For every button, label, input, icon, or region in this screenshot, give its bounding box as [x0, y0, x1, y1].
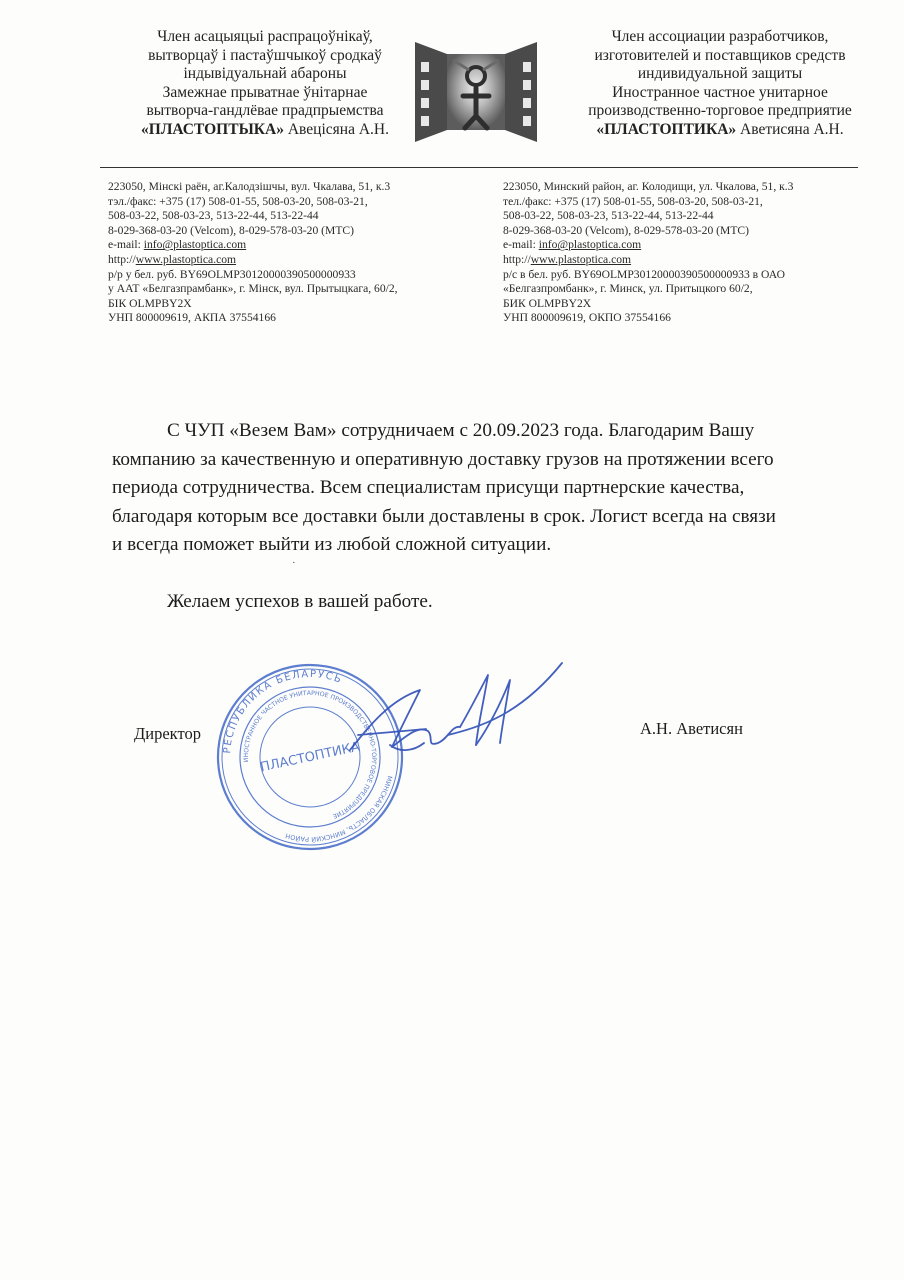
email-label: e-mail: — [108, 238, 144, 252]
phone: 508-03-22, 508-03-23, 513-22-44, 513-22-44 — [503, 209, 714, 223]
email-link[interactable]: info@plastoptica.com — [143, 238, 247, 252]
header-right-company — [540, 121, 900, 140]
address: 223050, Мінскі раён, аг.Калодзішчы, вул. Чкалава, 51, к.3 — [108, 180, 391, 193]
website-link[interactable]: www.plastoptica.com — [135, 252, 237, 266]
bank-bik: БИК OLMPBY2X — [503, 296, 592, 310]
header-left-belarusian — [100, 28, 430, 139]
body-paragraph — [112, 417, 852, 560]
mobile-phone: 8-029-368-03-20 (Velcom), 8-029-578-03-20 (МТС) — [108, 223, 354, 237]
contacts-left — [108, 180, 488, 326]
email-label: e-mail: — [503, 238, 539, 252]
header-left-line: Член асацыяцыі распрацоўнікаў, — [157, 28, 373, 45]
email-row — [108, 238, 488, 253]
closing-line: Желаем успехов в вашей работе. — [167, 591, 433, 612]
header-right-line: изготовителей и поставщиков средств — [594, 46, 846, 64]
address: 223050, Минский район, аг. Колодищи, ул. Чкалова, 51, к.3 — [503, 180, 794, 193]
stamp-bottom-text: МИНСКАЯ ОБЛАСТЬ, МИНСКИЙ РАЙОН — [284, 774, 394, 844]
bank-bik: БІК OLMPBY2X — [108, 296, 192, 310]
company-owner: Авецісяна А.Н. — [283, 120, 389, 138]
bank-account: р/р у бел. руб. BY69OLMP30120000390500000933 — [108, 267, 356, 281]
tax-id: УНП 800009619, ОКПО 37554166 — [503, 311, 671, 325]
company-name: «ПЛАСТОПТИКА» — [596, 120, 737, 138]
body-line: компанию за качественную и оперативную доставку грузов на протяжении всего — [112, 448, 774, 470]
bank-name: у ААТ «Белгазпрамбанк», г. Мінск, вул. Прытыцкага, 60/2, — [108, 282, 398, 296]
body-line: благодаря которым все доставки были доставлены в срок. Логист всегда на связи — [112, 505, 776, 527]
header-right-line: производственно-торговое предприятие — [588, 102, 852, 119]
director-signature — [330, 655, 570, 775]
phone: тэл./факс: +375 (17) 508-01-55, 508-03-20, 508-03-21, — [108, 194, 368, 208]
stamp-center-text: ПЛАСТОПТИКА — [259, 739, 362, 776]
header-right-line: Член ассоциации разработчиков, — [611, 28, 829, 45]
signatory-name: А.Н. Аветисян — [640, 719, 743, 738]
company-name: «ПЛАСТОПТЫКА» — [141, 120, 284, 138]
phone: 508-03-22, 508-03-23, 513-22-44, 513-22-44 — [108, 209, 319, 223]
stray-mark: ˙ — [292, 560, 296, 572]
header-left-line: вытворча-гандлёвае прадпрыемства — [146, 102, 384, 119]
header-left-line: Замежнае прыватнае ўнітарнае — [162, 83, 368, 101]
bank-name: «Белгазпромбанк», г. Минск, ул. Притыцкого 60/2, — [503, 282, 753, 296]
contacts-right — [503, 180, 873, 326]
header-divider — [100, 167, 858, 168]
web-prefix: http:// — [108, 252, 136, 266]
body-line: и всегда поможет выйти из любой сложной ситуации. — [112, 534, 552, 556]
email-row — [503, 238, 873, 253]
header-left-line: індывідуальнай абароны — [183, 65, 347, 82]
header-left-line: вытворцаў і пастаўшчыкоў сродкаў — [148, 46, 382, 64]
website-row — [108, 253, 488, 268]
phone: тел./факс: +375 (17) 508-01-55, 508-03-20, 508-03-21, — [503, 194, 763, 208]
website-row — [503, 253, 873, 268]
company-logo-icon — [413, 36, 539, 148]
header-right-line: Иностранное частное унитарное — [612, 83, 828, 101]
signatory-title: Директор — [134, 724, 201, 743]
header-right-line: индивидуальной защиты — [637, 65, 803, 82]
website-link[interactable]: www.plastoptica.com — [530, 252, 632, 266]
bank-account: р/с в бел. руб. BY69OLMP30120000390500000933 в ОАО — [503, 267, 785, 281]
header-right-russian — [540, 28, 900, 139]
letter-body — [112, 417, 852, 560]
tax-id: УНП 800009619, АКПА 37554166 — [108, 311, 276, 325]
web-prefix: http:// — [503, 252, 531, 266]
stamp-inner-text: ИНОСТРАННОЕ ЧАСТНОЕ УНИТАРНОЕ ПРОИЗВОДСТВЕННО-ТОРГОВОЕ ПРЕДПРИЯТИЕ — [242, 689, 378, 820]
stamp-outer-text: РЕСПУБЛИКА БЕЛАРУСЬ — [222, 668, 344, 754]
header-left-company — [100, 121, 430, 140]
mobile-phone: 8-029-368-03-20 (Velcom), 8-029-578-03-20 (МТС) — [503, 223, 749, 237]
email-link[interactable]: info@plastoptica.com — [538, 238, 642, 252]
company-owner: Аветисяна А.Н. — [736, 120, 844, 138]
body-line: периода сотрудничества. Всем специалистам присущи партнерские качества, — [112, 477, 745, 499]
body-line: С ЧУП «Везем Вам» сотрудничаем с 20.09.2023 года. Благодарим Вашу — [167, 420, 755, 441]
